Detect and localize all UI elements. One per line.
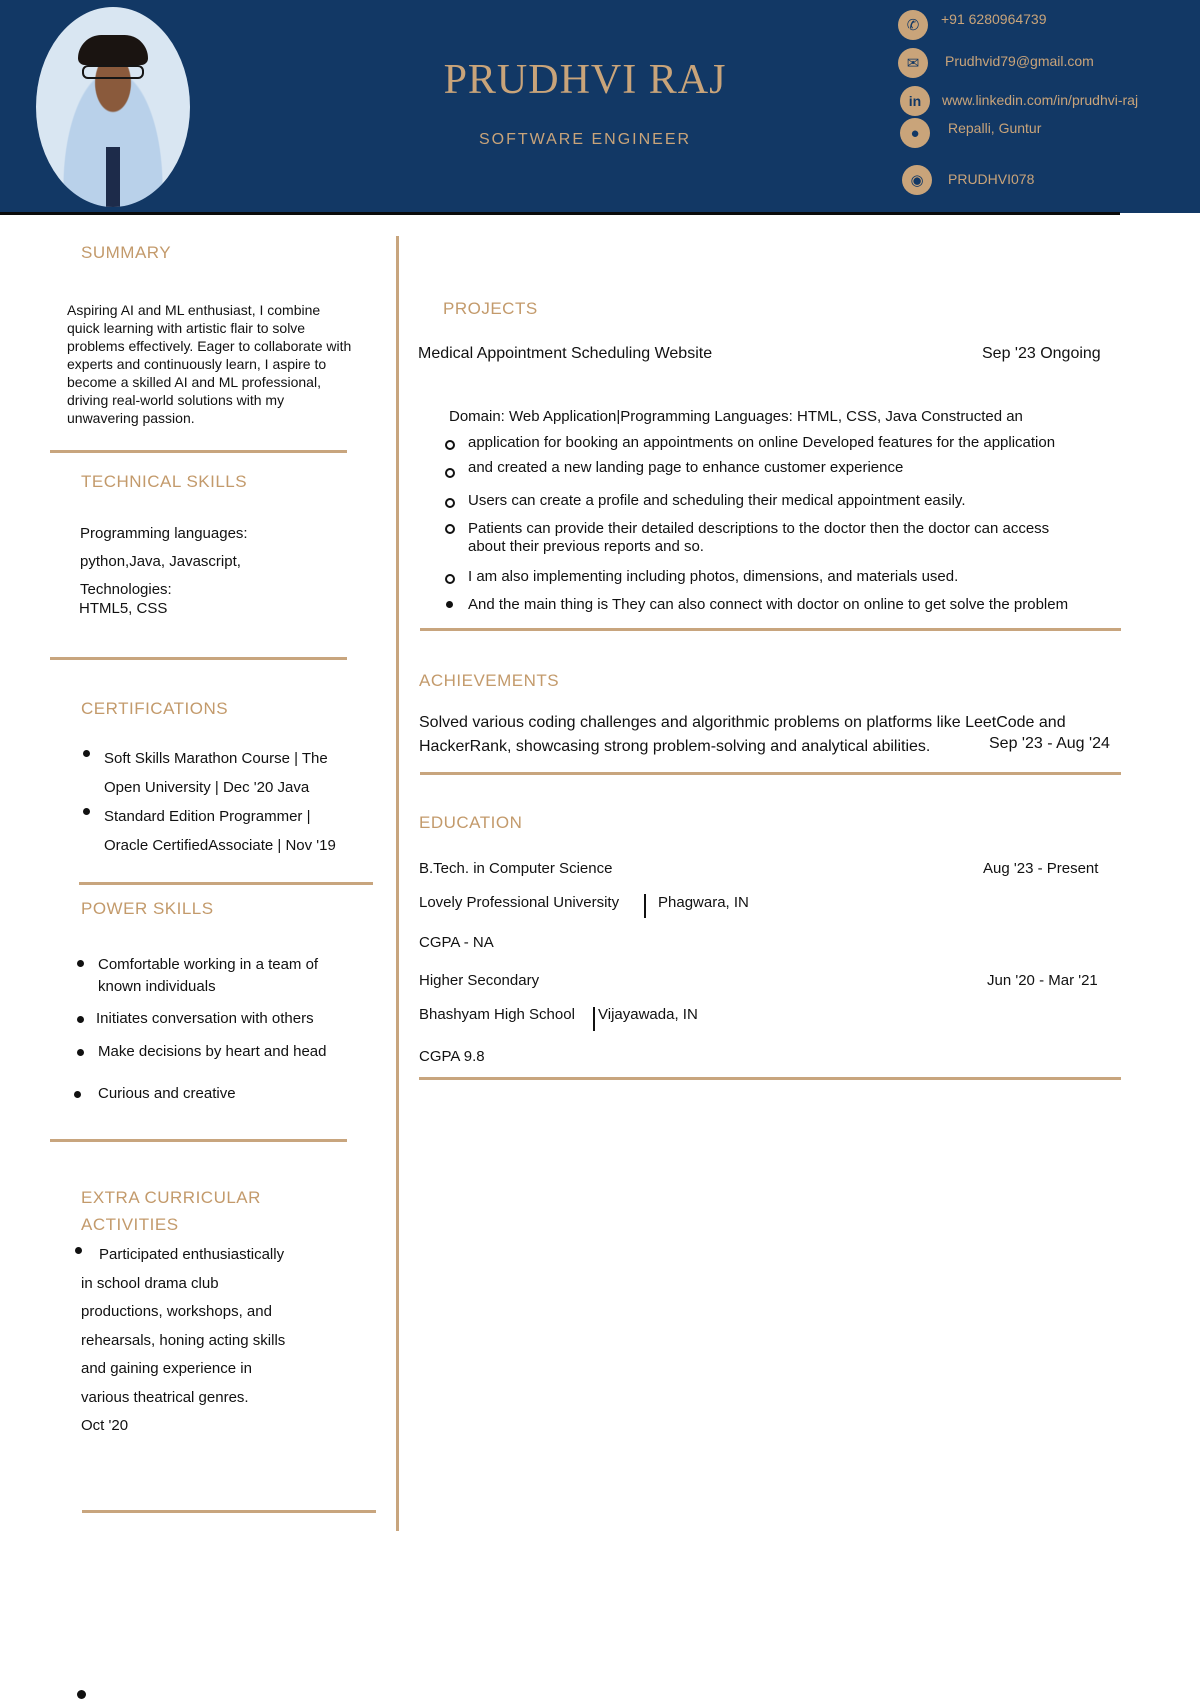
phone-icon: ✆ [898, 10, 928, 40]
certifications-heading: CERTIFICATIONS [81, 699, 229, 718]
bullet-ring [445, 440, 455, 450]
header-divider [0, 212, 1120, 215]
linkedin-icon: in [900, 86, 930, 116]
location-pin-icon: ● [900, 118, 930, 148]
education-location: Phagwara, IN [658, 894, 749, 911]
candidate-name: PRUDHVI RAJ [443, 57, 727, 103]
education-institution: Lovely Professional University [419, 894, 620, 911]
education-grade: CGPA 9.8 [419, 1048, 485, 1065]
summary-heading: SUMMARY [81, 243, 172, 262]
power-skill-item: Initiates conversation with others [96, 1010, 314, 1027]
bullet-ring [445, 524, 455, 534]
achievements-text: Solved various coding challenges and algorithmic problems on platforms like LeetCode and HackerRank, showcasing strong problem-solving and analytical abilities. [419, 714, 1066, 755]
section-rule [420, 772, 1121, 775]
project-bullet: and created a new landing page to enhance customer experience [468, 459, 904, 476]
education-grade: CGPA - NA [419, 934, 494, 951]
section-rule [82, 1510, 376, 1513]
email-icon: ✉ [898, 48, 928, 78]
power-skill-item: Comfortable working in a team of known individuals [98, 956, 319, 995]
profile-photo [36, 7, 190, 207]
power-skills-heading: POWER SKILLS [81, 899, 214, 918]
section-rule [420, 628, 1121, 631]
technical-skills-text: Programming languages: python,Java, Javascript, Technologies: [80, 525, 248, 598]
bullet-dot [77, 1049, 84, 1056]
bullet-ring [445, 468, 455, 478]
certification-item: Standard Edition Programmer | Oracle CertifiedAssociate | Nov '19 [104, 808, 336, 854]
education-date: Jun '20 - Mar '21 [987, 972, 1098, 989]
bullet-dot [83, 808, 90, 815]
project-title: Medical Appointment Scheduling Website [418, 345, 713, 362]
bullet-dot [77, 1016, 84, 1023]
education-degree: B.Tech. in Computer Science [419, 860, 613, 877]
contact-github[interactable]: PRUDHVI078 [948, 171, 1035, 187]
power-skill-item: Make decisions by heart and head [98, 1043, 327, 1060]
education-date: Aug '23 - Present [983, 860, 1099, 877]
achievements-heading: ACHIEVEMENTS [419, 671, 560, 690]
technologies-list: HTML5, CSS [79, 600, 168, 617]
technical-skills-heading: TECHNICAL SKILLS [81, 472, 248, 491]
project-intro: Domain: Web Application|Programming Languages: HTML, CSS, Java Constructed an [449, 408, 1023, 425]
education-institution: Bhashyam High School [419, 1006, 575, 1023]
project-bullet: I am also implementing including photos, dimensions, and materials used. [468, 568, 959, 585]
contact-email[interactable]: Prudhvid79@gmail.com [945, 53, 1094, 69]
column-divider [396, 236, 399, 1531]
projects-heading: PROJECTS [443, 299, 538, 318]
section-rule [50, 1139, 347, 1142]
separator-bar [644, 894, 646, 918]
contact-linkedin[interactable]: www.linkedin.com/in/prudhvi-raj [942, 92, 1139, 108]
summary-text: Aspiring AI and ML enthusiast, I combine quick learning with artistic flair to solve problems effectively. Eager to collaborate with experts and continuously learn, I aspire to become a skilled AI and ML professional, driving real-world solutions with my unwavering passion. [67, 302, 352, 426]
education-heading: EDUCATION [419, 813, 523, 832]
achievements-date: Sep '23 - Aug '24 [989, 735, 1110, 752]
separator-bar [593, 1007, 595, 1031]
project-bullet: Patients can provide their detailed descriptions to the doctor then the doctor can access about their previous reports and so. [468, 520, 1050, 555]
certification-item: Soft Skills Marathon Course | The Open University | Dec '20 Java [104, 750, 328, 796]
extra-curricular-text: Participated enthusiastically in school drama club productions, workshops, and rehearsals, honing acting skills and gaining experience in various theatrical genres. Oct '20 [81, 1246, 286, 1434]
project-date: Sep '23 Ongoing [982, 345, 1101, 362]
section-rule [50, 657, 347, 660]
contact-location: Repalli, Guntur [948, 120, 1042, 136]
project-bullet: application for booking an appointments on online Developed features for the application [468, 434, 1056, 451]
bullet-dot [83, 750, 90, 757]
section-rule [419, 1077, 1121, 1080]
section-rule [79, 882, 373, 885]
contact-phone[interactable]: +91 6280964739 [941, 11, 1047, 27]
bullet-dot [74, 1091, 81, 1098]
section-rule [50, 450, 347, 453]
power-skill-item: Curious and creative [98, 1085, 236, 1102]
job-title: SOFTWARE ENGINEER [478, 131, 692, 148]
bullet-ring [445, 498, 455, 508]
education-location: Vijayawada, IN [598, 1006, 698, 1023]
project-bullet: Users can create a profile and scheduling their medical appointment easily. [468, 492, 966, 509]
bullet-ring [445, 574, 455, 584]
education-degree: Higher Secondary [419, 972, 540, 989]
extra-curricular-heading: EXTRA CURRICULAR ACTIVITIES [81, 1188, 261, 1234]
bullet-dot [446, 601, 453, 608]
bullet-dot [77, 960, 84, 967]
github-icon: ◉ [902, 165, 932, 195]
project-bullet: And the main thing is They can also connect with doctor on online to get solve the problem [468, 596, 1069, 613]
